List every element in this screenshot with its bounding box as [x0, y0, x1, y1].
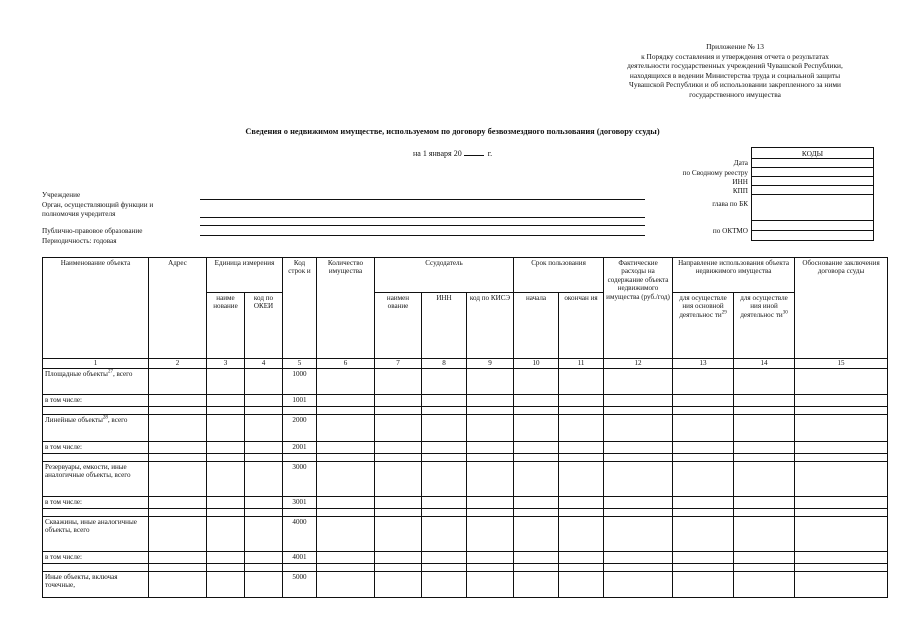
data-cell[interactable] [734, 407, 795, 415]
data-cell[interactable] [559, 564, 604, 572]
table-row [43, 454, 888, 462]
row-name-tail: , всего [112, 370, 133, 378]
row-code: 1000 [283, 369, 317, 395]
row-code: 5000 [283, 572, 317, 598]
data-cell[interactable] [604, 407, 673, 415]
date-year-blank[interactable] [464, 155, 484, 156]
row-code: 2000 [283, 415, 317, 442]
data-cell[interactable] [514, 462, 559, 497]
data-cell[interactable] [207, 454, 245, 462]
data-cell[interactable] [673, 395, 734, 407]
document-title: Сведения о недвижимом имуществе, используемом по договору безвозмездного пользования (договору ссуды) [245, 127, 660, 136]
data-cell[interactable] [795, 517, 888, 552]
data-cell[interactable] [245, 517, 283, 552]
data-cell[interactable] [207, 517, 245, 552]
data-cell[interactable] [514, 497, 559, 509]
data-cell[interactable] [467, 415, 514, 442]
code-oktmo-cell[interactable] [752, 221, 874, 231]
row-name-cell [43, 552, 149, 564]
data-cell[interactable] [422, 369, 467, 395]
data-cell[interactable] [467, 497, 514, 509]
row-code: 3001 [283, 497, 317, 509]
data-cell[interactable] [734, 564, 795, 572]
row-name-cell [43, 509, 149, 517]
data-cell[interactable] [559, 395, 604, 407]
appendix-line: к Порядку составления и утверждения отчета о результатах [641, 51, 829, 61]
header-line-code: Код строк и [283, 258, 317, 359]
appendix-note [600, 42, 870, 100]
data-cell[interactable] [317, 572, 375, 598]
data-cell[interactable] [467, 442, 514, 454]
header-direction-other [734, 293, 795, 359]
data-cell[interactable] [207, 564, 245, 572]
data-cell[interactable] [207, 497, 245, 509]
row-name-cell [43, 442, 149, 454]
data-cell[interactable] [734, 454, 795, 462]
code-inn-cell[interactable] [752, 177, 874, 186]
data-cell[interactable] [795, 564, 888, 572]
data-cell[interactable] [734, 462, 795, 497]
column-number: 9 [467, 359, 514, 369]
data-cell[interactable] [422, 454, 467, 462]
data-cell[interactable] [149, 415, 207, 442]
data-cell[interactable] [559, 497, 604, 509]
data-cell[interactable] [514, 415, 559, 442]
column-number: 12 [604, 359, 673, 369]
code-bk-cell[interactable] [752, 195, 874, 221]
data-cell[interactable] [673, 517, 734, 552]
data-cell[interactable] [422, 442, 467, 454]
header-quantity: Количество имущества [317, 258, 375, 359]
data-cell[interactable] [559, 509, 604, 517]
data-cell[interactable] [245, 552, 283, 564]
data-cell[interactable] [673, 407, 734, 415]
data-cell[interactable] [149, 454, 207, 462]
data-cell[interactable] [795, 454, 888, 462]
column-number: 2 [149, 359, 207, 369]
data-cell[interactable] [375, 369, 422, 395]
data-cell[interactable] [245, 395, 283, 407]
data-cell[interactable] [514, 407, 559, 415]
data-cell[interactable] [422, 509, 467, 517]
data-cell[interactable] [604, 497, 673, 509]
table-row [43, 572, 888, 598]
data-cell[interactable] [207, 572, 245, 598]
data-cell[interactable] [795, 415, 888, 442]
data-cell[interactable] [375, 454, 422, 462]
table-row [43, 442, 888, 454]
code-date-cell[interactable] [752, 159, 874, 168]
data-cell[interactable] [734, 415, 795, 442]
data-cell[interactable] [559, 415, 604, 442]
table-row [43, 462, 888, 497]
data-cell[interactable] [245, 407, 283, 415]
data-cell[interactable] [734, 509, 795, 517]
data-cell[interactable] [559, 442, 604, 454]
data-cell[interactable] [559, 552, 604, 564]
row-name-cell [43, 564, 149, 572]
data-cell[interactable] [245, 415, 283, 442]
data-cell[interactable] [795, 462, 888, 497]
data-cell[interactable] [559, 407, 604, 415]
data-cell[interactable] [514, 509, 559, 517]
data-cell[interactable] [467, 407, 514, 415]
column-number-row [43, 359, 888, 369]
data-cell[interactable] [795, 509, 888, 517]
data-cell[interactable] [317, 442, 375, 454]
column-number: 6 [317, 359, 375, 369]
label-kpp: КПП [732, 187, 748, 195]
data-cell[interactable] [604, 572, 673, 598]
data-cell[interactable] [149, 395, 207, 407]
data-cell[interactable] [604, 442, 673, 454]
data-cell[interactable] [375, 395, 422, 407]
data-cell[interactable] [734, 442, 795, 454]
data-cell[interactable] [559, 572, 604, 598]
data-cell[interactable] [559, 454, 604, 462]
data-cell[interactable] [604, 462, 673, 497]
data-cell[interactable] [467, 454, 514, 462]
row-code: 4001 [283, 552, 317, 564]
appendix-line: Приложение № 13 [706, 42, 764, 51]
data-cell[interactable] [604, 369, 673, 395]
table-row [43, 564, 888, 572]
data-cell[interactable] [514, 369, 559, 395]
data-cell[interactable] [149, 442, 207, 454]
table-row [43, 509, 888, 517]
row-code [283, 454, 317, 462]
row-name: Площадные объекты [45, 370, 108, 378]
date-prefix: на 1 января 20 [413, 149, 462, 158]
direction-main-text: для осуществле ния основной деятельнос ти [679, 294, 727, 319]
data-cell[interactable] [467, 564, 514, 572]
column-number: 15 [795, 359, 888, 369]
data-cell[interactable] [673, 552, 734, 564]
header-term-end: окончан ия [559, 293, 604, 359]
data-cell[interactable] [559, 369, 604, 395]
data-cell[interactable] [317, 552, 375, 564]
data-cell[interactable] [245, 462, 283, 497]
data-cell[interactable] [604, 454, 673, 462]
data-cell[interactable] [514, 572, 559, 598]
data-cell[interactable] [795, 572, 888, 598]
data-cell[interactable] [734, 552, 795, 564]
data-cell[interactable] [514, 395, 559, 407]
data-cell[interactable] [604, 564, 673, 572]
data-cell[interactable] [375, 552, 422, 564]
data-cell[interactable] [422, 497, 467, 509]
code-kpp-cell[interactable] [752, 186, 874, 195]
public-entity-field[interactable] [200, 235, 645, 236]
header-direction: Направление использования объекта недвижимого имущества [673, 258, 795, 293]
codes-header: КОДЫ [752, 148, 874, 159]
header-lender-kise: код по КИСЭ [467, 293, 514, 359]
data-cell[interactable] [673, 415, 734, 442]
data-cell[interactable] [149, 552, 207, 564]
table-row [43, 552, 888, 564]
data-cell[interactable] [673, 369, 734, 395]
data-cell[interactable] [604, 509, 673, 517]
column-number: 5 [283, 359, 317, 369]
data-cell[interactable] [317, 415, 375, 442]
codes-table [751, 147, 874, 241]
data-cell[interactable] [422, 564, 467, 572]
data-cell[interactable] [207, 407, 245, 415]
institution-field[interactable] [200, 199, 645, 200]
data-cell[interactable] [149, 369, 207, 395]
table-row [43, 407, 888, 415]
row-name: Иные объекты, включая точечные, [45, 573, 118, 590]
row-name-cell [43, 517, 149, 552]
row-footnote: 27 [107, 369, 113, 375]
column-number: 7 [375, 359, 422, 369]
data-cell[interactable] [422, 552, 467, 564]
data-cell[interactable] [375, 462, 422, 497]
data-cell[interactable] [375, 442, 422, 454]
header-expenses: Фактические расходы на содержание объекта недвижимого имущества (руб./год) [604, 258, 673, 359]
data-cell[interactable] [734, 395, 795, 407]
table-row [43, 497, 888, 509]
header-lender: Ссудодатель [375, 258, 514, 293]
data-cell[interactable] [795, 497, 888, 509]
label-date: Дата [733, 159, 748, 167]
data-cell[interactable] [467, 369, 514, 395]
data-cell[interactable] [422, 407, 467, 415]
label-institution: Учреждение [42, 191, 81, 199]
data-cell[interactable] [245, 564, 283, 572]
data-cell[interactable] [673, 454, 734, 462]
date-suffix: г. [487, 149, 493, 158]
data-cell[interactable] [422, 517, 467, 552]
header-unit-name: наиме нование [207, 293, 245, 359]
label-registry: по Сводному реестру [682, 169, 748, 177]
data-cell[interactable] [207, 369, 245, 395]
direction-other-text: для осуществле ния иной деятельнос ти [740, 294, 788, 319]
data-cell[interactable] [317, 369, 375, 395]
data-cell[interactable] [207, 462, 245, 497]
data-cell[interactable] [149, 497, 207, 509]
data-cell[interactable] [207, 395, 245, 407]
footnote-30: 30 [782, 310, 788, 316]
data-cell[interactable] [422, 415, 467, 442]
data-cell[interactable] [514, 442, 559, 454]
row-name-cell [43, 572, 149, 598]
column-number: 8 [422, 359, 467, 369]
table-row [43, 517, 888, 552]
label-founder-1: Орган, осуществляющий функции и [42, 201, 154, 209]
data-cell[interactable] [245, 572, 283, 598]
table-row [43, 369, 888, 395]
row-name: в том числе: [45, 443, 82, 451]
data-cell[interactable] [422, 462, 467, 497]
table-row [43, 395, 888, 407]
label-oktmo: по ОКТМО [712, 227, 748, 235]
row-name-tail: , всего [107, 416, 128, 424]
row-footnote: 28 [102, 415, 108, 421]
row-name: в том числе: [45, 553, 82, 561]
data-cell[interactable] [317, 395, 375, 407]
data-cell[interactable] [149, 407, 207, 415]
data-cell[interactable] [317, 407, 375, 415]
data-cell[interactable] [734, 572, 795, 598]
row-code [283, 407, 317, 415]
row-name-cell [43, 497, 149, 509]
appendix-line: Чувашской Республики и об использовании закрепленного за ними [629, 80, 841, 90]
data-cell[interactable] [245, 454, 283, 462]
data-cell[interactable] [207, 415, 245, 442]
report-date [413, 149, 492, 158]
data-cell[interactable] [604, 395, 673, 407]
data-cell[interactable] [317, 454, 375, 462]
row-name: в том числе: [45, 396, 82, 404]
data-cell[interactable] [149, 564, 207, 572]
data-cell[interactable] [795, 369, 888, 395]
data-cell[interactable] [317, 509, 375, 517]
data-cell[interactable] [467, 572, 514, 598]
code-registry-cell[interactable] [752, 168, 874, 177]
data-cell[interactable] [673, 509, 734, 517]
row-code [283, 564, 317, 572]
founder-field[interactable] [200, 217, 645, 218]
row-name: Резервуары, емкости, иные аналогичные объекты, всего [45, 463, 131, 480]
property-table [42, 257, 888, 598]
code-periodicity-cell[interactable] [752, 231, 874, 241]
data-cell[interactable] [375, 407, 422, 415]
data-cell[interactable] [795, 442, 888, 454]
appendix-line: государственного имущества [689, 89, 781, 99]
header-lender-inn: ИНН [422, 293, 467, 359]
row-code: 1001 [283, 395, 317, 407]
data-cell[interactable] [514, 454, 559, 462]
data-cell[interactable] [514, 564, 559, 572]
column-number: 10 [514, 359, 559, 369]
row-code [283, 509, 317, 517]
data-cell[interactable] [207, 442, 245, 454]
public-entity-field-top [200, 225, 645, 226]
column-number: 1 [43, 359, 149, 369]
data-cell[interactable] [467, 517, 514, 552]
data-cell[interactable] [375, 509, 422, 517]
data-cell[interactable] [467, 509, 514, 517]
data-cell[interactable] [245, 442, 283, 454]
data-cell[interactable] [514, 517, 559, 552]
column-number: 11 [559, 359, 604, 369]
data-cell[interactable] [149, 517, 207, 552]
data-cell[interactable] [422, 572, 467, 598]
row-name-cell [43, 454, 149, 462]
footnote-29: 29 [721, 310, 727, 316]
appendix-line: находящихся в ведении Министерства труда и социальной защиты [629, 70, 841, 80]
data-cell[interactable] [149, 509, 207, 517]
header-unit-okei: код по ОКЕИ [245, 293, 283, 359]
label-founder-2: полномочия учредителя [42, 210, 116, 218]
column-number: 14 [734, 359, 795, 369]
data-cell[interactable] [245, 509, 283, 517]
header-direction-main [673, 293, 734, 359]
row-code: 3000 [283, 462, 317, 497]
row-name-cell [43, 395, 149, 407]
data-cell[interactable] [673, 442, 734, 454]
data-cell[interactable] [673, 497, 734, 509]
data-cell[interactable] [734, 369, 795, 395]
data-cell[interactable] [734, 497, 795, 509]
data-cell[interactable] [207, 509, 245, 517]
header-term-start: начала [514, 293, 559, 359]
row-name: Линейные объекты [45, 416, 103, 424]
data-cell[interactable] [207, 552, 245, 564]
data-cell[interactable] [375, 415, 422, 442]
data-cell[interactable] [317, 497, 375, 509]
data-cell[interactable] [317, 517, 375, 552]
data-cell[interactable] [795, 395, 888, 407]
label-periodicity: Периодичность: годовая [42, 237, 117, 245]
data-cell[interactable] [375, 517, 422, 552]
column-number: 3 [207, 359, 245, 369]
header-address: Адрес [149, 258, 207, 359]
data-cell[interactable] [604, 552, 673, 564]
data-cell[interactable] [317, 462, 375, 497]
row-name: Скважины, иные аналогичные объекты, всего [45, 518, 137, 535]
data-cell[interactable] [149, 462, 207, 497]
row-name-cell [43, 407, 149, 415]
header-justification: Обоснование заключения договора ссуды [795, 258, 888, 359]
data-cell[interactable] [734, 517, 795, 552]
data-cell[interactable] [673, 572, 734, 598]
data-cell[interactable] [149, 572, 207, 598]
data-cell[interactable] [795, 407, 888, 415]
data-cell[interactable] [375, 564, 422, 572]
row-code: 4000 [283, 517, 317, 552]
data-cell[interactable] [467, 395, 514, 407]
header-unit: Единица измерения [207, 258, 283, 293]
data-cell[interactable] [604, 517, 673, 552]
label-bk: глава по БК [712, 200, 748, 208]
row-name-cell [43, 369, 149, 395]
appendix-line: деятельности государственных учреждений Чувашской Республики, [627, 61, 843, 71]
data-cell[interactable] [514, 552, 559, 564]
data-cell[interactable] [317, 564, 375, 572]
label-inn: ИНН [732, 178, 748, 186]
header-name: Наименование объекта [43, 258, 149, 359]
header-lender-name: наимен ование [375, 293, 422, 359]
row-name-cell [43, 415, 149, 442]
data-cell[interactable] [673, 564, 734, 572]
column-number: 13 [673, 359, 734, 369]
row-code: 2001 [283, 442, 317, 454]
row-name: в том числе: [45, 498, 82, 506]
data-cell[interactable] [422, 395, 467, 407]
data-cell[interactable] [245, 497, 283, 509]
table-body [43, 369, 888, 598]
table-row [43, 415, 888, 442]
data-cell[interactable] [375, 572, 422, 598]
data-cell[interactable] [795, 552, 888, 564]
label-public-entity: Публично-правовое образование [42, 227, 143, 235]
header-term: Срок пользования [514, 258, 604, 293]
data-cell[interactable] [245, 369, 283, 395]
data-cell[interactable] [559, 462, 604, 497]
data-cell[interactable] [375, 497, 422, 509]
data-cell[interactable] [467, 552, 514, 564]
data-cell[interactable] [467, 462, 514, 497]
data-cell[interactable] [559, 517, 604, 552]
row-name-cell [43, 462, 149, 497]
data-cell[interactable] [604, 415, 673, 442]
column-number: 4 [245, 359, 283, 369]
data-cell[interactable] [673, 462, 734, 497]
